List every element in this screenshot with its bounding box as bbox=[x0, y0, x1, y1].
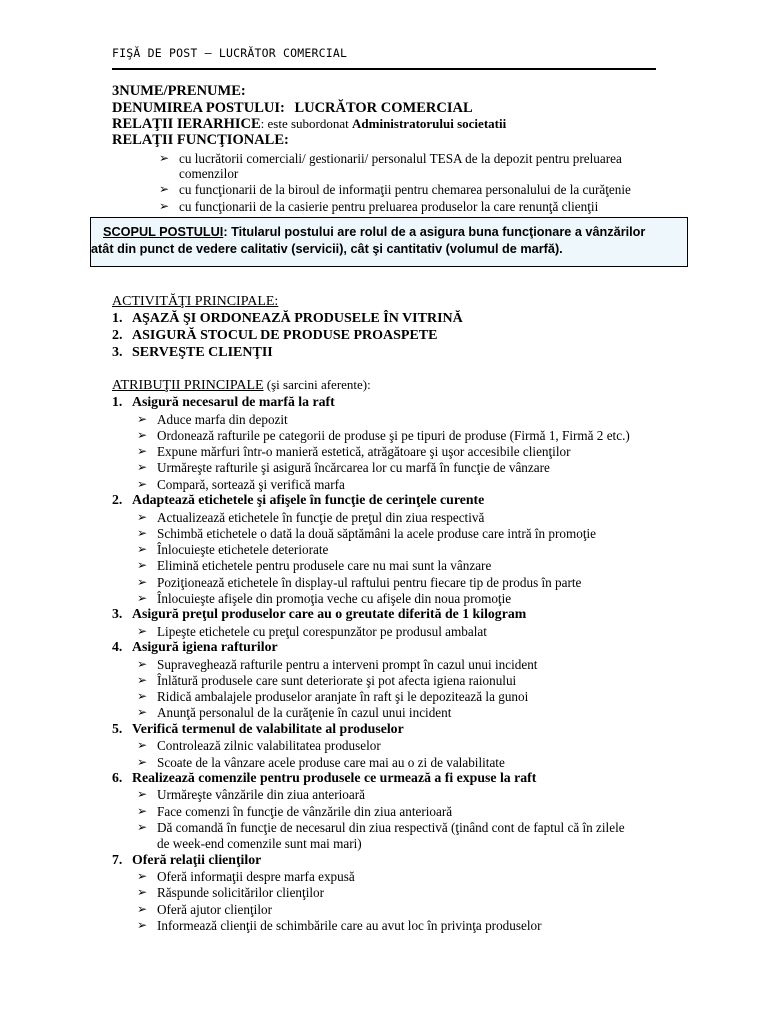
duty-label: Realizează comenzile pentru produsele ce urmează a fi expuse la raft bbox=[132, 770, 537, 785]
duty-label: Asigură necesarul de marfă la raft bbox=[132, 394, 335, 409]
name-label: 3NUME/PRENUME: bbox=[112, 83, 246, 99]
activity-number: 2. bbox=[112, 328, 123, 343]
arrow-bullet-icon: ➢ bbox=[136, 755, 148, 769]
activity-label: ASIGURĂ STOCUL DE PRODUSE PROASPETE bbox=[132, 328, 438, 343]
functional-label: RELAŢII FUNCŢIONALE: bbox=[112, 132, 289, 148]
scope-label: SCOPUL POSTULUI bbox=[103, 225, 224, 239]
hierarchy-text: : este subordonat bbox=[260, 116, 353, 131]
activity-number: 3. bbox=[112, 345, 123, 360]
duty-number: 5. bbox=[112, 721, 123, 736]
post-label: DENUMIREA POSTULUI: bbox=[112, 100, 285, 116]
arrow-bullet-icon: ➢ bbox=[136, 412, 148, 426]
scope-box bbox=[90, 217, 688, 267]
activity-item bbox=[112, 345, 273, 361]
duty-section-heading bbox=[112, 721, 404, 737]
duty-number: 4. bbox=[112, 639, 123, 654]
document-page: FIŞĂ DE POST – LUCRĂTOR COMERCIAL 3NUME/PRENUME: DENUMIREA POSTULUI: LUCRĂTOR COMERCIAL RELAŢII IERARHICE: este subordonat Administratorului societatii RELAŢII FUNCŢIONALE: ➢ cu lucrătorii comerciali/ gestionarii/ personalul TESA de la depozit pentru preluarea comenzilor ➢ cu funcţionarii de la biroul de informaţii pentru chemarea personalului de la curăţenie ➢ cu funcţionarii de la casierie pentru preluarea produselor la care renunţă clienţii SCOPUL POSTULUI: Titularul postului are rolul de a asigura buna funcţionare a vânzărilor atât din punct de vedere calitativ (servicii), cât şi cantitativ (volumul de marfă). ACTIVITĂŢI PRINCIPALE: 1. AŞAZĂ ŞI ORDONEAZĂ PRODUSELE ÎN VITRINĂ 2. ASIGURĂ STOCUL DE PRODUSE PROASPETE 3. SERVEŞTE CLIENŢII ATRIBUŢII PRINCIPALE (şi sarcini aferente): 1. Asigură necesarul de marfă la raft ➢ Aduce marfa din depozit ➢ Ordonează rafturile pe categorii de produse şi pe tipuri de produse (Firmă 1, Firmă 2 etc.) ➢ Expune mărfuri într-o manieră estetică, atrăgătoare şi uşor accesibile clienţilor ➢ Urmăreşte rafturile şi asigură încărcarea lor cu marfă în funcţie de vânzare ➢ Compară, sortează şi verifică marfa 2. Adaptează etichetele şi afişele în funcţie de cerinţele curente ➢ Actualizează etichetele în funcţie de preţul din ziua respectivă ➢ Schimbă etichetele o dată la două săptămâni la acele produse care intră în promoţie ➢ Înlocuieşte etichetele deteriorate ➢ Elimină etichetele pentru produsele care nu mai sunt la vânzare ➢ Poziţionează etichetele în display-ul raftului pentru fiecare tip de produs în parte ➢ Înlocuieşte afişele din promoţia veche cu afişele din noua promoţie 3. Asigură preţul produselor care au o greutate diferită de 1 kilogram ➢ Lipeşte etichetele cu preţul corespunzător pe produsul ambalat 4. Asigură igiena rafturilor ➢ Supraveghează rafturile pentru a interveni prompt în cazul unui incident ➢ Înlătură produsele care sunt deteriorate şi pot afecta igiena raionului ➢ Ridică ambalajele produselor aranjate în raft şi le depozitează la gunoi ➢ Anunţă personalul de la curăţenie în cazul unui incident 5. Verifică termenul de valabilitate al produselor ➢ Controlează zilnic valabilitatea produselor ➢ Scoate de la vânzare acele produse care mai au o zi de valabilitate 6. Realizează comenzile pentru produsele ce urmează a fi expuse la raft ➢ Urmăreşte vânzările din ziua anterioară ➢ Face comenzi în funcţie de vânzările din ziua anterioară ➢ Dă comandă în funcţie de necesarul din ziua respectivă (ţinând cont de faptul că în zilele de week-end comenzile sunt mai mari) 7. Oferă relaţii clienţilor ➢ Oferă informaţii despre marfa expusă ➢ Răspunde solicitărilor clienţilor ➢ Oferă ajutor clienţilor ➢ Informează clienţii de schimbările care au avut loc în privinţa produselor bbox=[0, 0, 768, 1024]
duty-number: 3. bbox=[112, 606, 123, 621]
duty-section-heading bbox=[112, 852, 261, 868]
activity-label: SERVEŞTE CLIENŢII bbox=[132, 345, 273, 360]
duty-label: Adaptează etichetele şi afişele în funcţie de cerinţele curente bbox=[132, 492, 485, 507]
arrow-bullet-icon: ➢ bbox=[136, 526, 148, 540]
duty-label: Asigură preţul produselor care au o greutate diferită de 1 kilogram bbox=[132, 606, 527, 621]
duty-section-heading bbox=[112, 492, 484, 508]
arrow-bullet-icon: ➢ bbox=[136, 705, 148, 719]
activities-title: ACTIVITĂŢI PRINCIPALE: bbox=[112, 294, 279, 309]
arrow-bullet-icon: ➢ bbox=[136, 624, 148, 638]
arrow-bullet-icon: ➢ bbox=[136, 444, 148, 458]
scope-text: SCOPUL POSTULUI: Titularul postului are rolul de a asigura buna funcţionare a vânzărilor atât din punct de vedere calitativ (servicii), cât şi cantitativ (volumul de marfă). bbox=[91, 225, 646, 256]
activity-item bbox=[112, 328, 437, 344]
arrow-bullet-icon: ➢ bbox=[136, 689, 148, 703]
duty-number: 1. bbox=[112, 394, 123, 409]
arrow-bullet-icon: ➢ bbox=[136, 591, 148, 605]
hierarchy-label: RELAŢII IERARHICE bbox=[112, 116, 261, 132]
post-line bbox=[112, 100, 473, 116]
arrow-bullet-icon: ➢ bbox=[136, 804, 148, 818]
duties-title-line bbox=[112, 377, 371, 394]
duty-number: 2. bbox=[112, 492, 123, 507]
arrow-bullet-icon: ➢ bbox=[136, 510, 148, 524]
arrow-bullet-icon: ➢ bbox=[136, 869, 148, 883]
arrow-bullet-icon: ➢ bbox=[136, 428, 148, 442]
duty-section-heading bbox=[112, 394, 335, 410]
arrow-bullet-icon: ➢ bbox=[136, 657, 148, 671]
duty-section-heading bbox=[112, 606, 526, 622]
arrow-bullet-icon: ➢ bbox=[136, 673, 148, 687]
arrow-bullet-icon: ➢ bbox=[136, 460, 148, 474]
arrow-bullet-icon: ➢ bbox=[136, 738, 148, 752]
arrow-bullet-icon: ➢ bbox=[136, 918, 148, 932]
post-value: LUCRĂTOR COMERCIAL bbox=[294, 100, 473, 116]
header-divider bbox=[112, 68, 656, 70]
arrow-bullet-icon: ➢ bbox=[136, 902, 148, 916]
duty-number: 7. bbox=[112, 852, 123, 867]
duty-label: Oferă relaţii clienţilor bbox=[132, 852, 262, 867]
arrow-bullet-icon: ➢ bbox=[136, 575, 148, 589]
hierarchy-value: Administratorului societatii bbox=[352, 116, 507, 131]
arrow-bullet-icon: ➢ bbox=[158, 199, 170, 213]
activity-label: AŞAZĂ ŞI ORDONEAZĂ PRODUSELE ÎN VITRINĂ bbox=[132, 311, 463, 326]
hierarchy-line bbox=[112, 116, 506, 132]
arrow-bullet-icon: ➢ bbox=[136, 885, 148, 899]
arrow-bullet-icon: ➢ bbox=[136, 820, 148, 834]
arrow-bullet-icon: ➢ bbox=[158, 151, 170, 165]
arrow-bullet-icon: ➢ bbox=[158, 182, 170, 196]
duties-title: ATRIBUŢII PRINCIPALE bbox=[112, 378, 264, 393]
duties-title-suffix: (şi sarcini aferente): bbox=[263, 377, 371, 392]
duty-number: 6. bbox=[112, 770, 123, 785]
page-header-title: FIŞĂ DE POST – LUCRĂTOR COMERCIAL bbox=[112, 46, 348, 60]
arrow-bullet-icon: ➢ bbox=[136, 477, 148, 491]
duty-section-heading bbox=[112, 639, 278, 655]
arrow-bullet-icon: ➢ bbox=[136, 558, 148, 572]
arrow-bullet-icon: ➢ bbox=[136, 787, 148, 801]
activity-number: 1. bbox=[112, 311, 123, 326]
duty-label: Verifică termenul de valabilitate al produselor bbox=[132, 721, 404, 736]
duty-label: Asigură igiena rafturilor bbox=[132, 639, 278, 654]
duty-section-heading bbox=[112, 770, 536, 786]
arrow-bullet-icon: ➢ bbox=[136, 542, 148, 556]
activity-item bbox=[112, 311, 463, 327]
